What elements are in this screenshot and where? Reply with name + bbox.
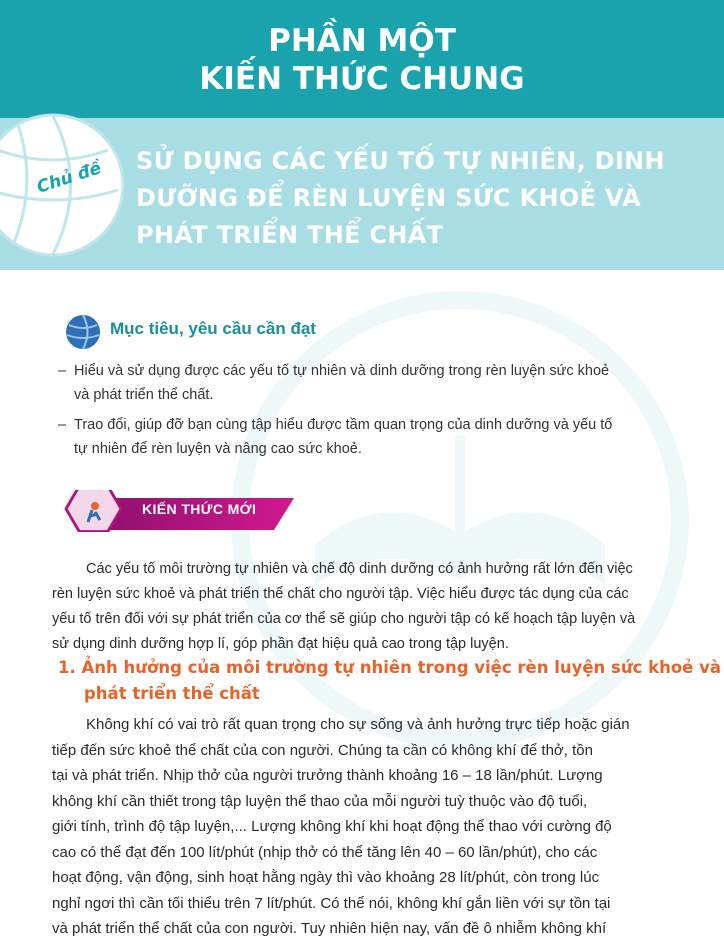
section-heading-line: phát triển thể chất — [84, 684, 260, 703]
theme-title-line: PHÁT TRIỂN THỂ CHẤT — [136, 221, 444, 249]
body-line: tiếp đến sức khoẻ thể chất của con người. Chúng ta cần có không khí để thở, tồn — [52, 741, 593, 759]
section-heading — [58, 655, 722, 707]
new-knowledge-label: KIẾN THỨC MỚI — [142, 501, 257, 517]
theme-title-line: DƯỠNG ĐỂ RÈN LUYỆN SỨC KHOẺ VÀ — [136, 184, 642, 212]
objective-item — [58, 359, 678, 407]
objective-dash: – — [58, 417, 67, 433]
part-title — [0, 22, 724, 98]
body-line: và phát triển thể chất của con người. Tuy nhiên hiện nay, vấn đề ô nhiễm không khí — [52, 920, 607, 937]
intro-paragraph — [52, 557, 676, 657]
intro-line: sử dụng dinh dưỡng hợp lí, góp phần đạt hiệu quả cao trong tập luyện. — [52, 636, 509, 652]
body-line: không khí cần thiết trong tập luyện thể thao của mỗi người tuỳ thuộc vào độ tuổi, — [52, 792, 588, 810]
objectives-heading: Mục tiêu, yêu cầu cần đạt — [110, 319, 316, 338]
objective-line: và phát triển thể chất. — [74, 387, 214, 403]
body-line: giới tính, trình độ tập luyện,... Lượng không khí khi hoạt động thể thao với cường độ — [52, 818, 612, 835]
body-line: nghỉ ngơi thì cần tối thiểu trên 7 lít/phút. Có thể nói, không khí gắn liền với sự tồn tại — [52, 894, 611, 912]
body-line: hoạt động, vận động, sinh hoạt hằng ngày thì vào khoảng 28 lít/phút, còn trong lúc — [52, 869, 600, 886]
section-heading-line: 1. Ảnh hưởng của môi trường tự nhiên trong việc rèn luyện sức khoẻ và — [58, 658, 722, 677]
body-line: tại và phát triển. Nhịp thở của người trưởng thành khoảng 16 – 18 lần/phút. Lượng — [52, 767, 603, 784]
theme-title-line: SỬ DỤNG CÁC YẾU TỐ TỰ NHIÊN, DINH — [136, 147, 665, 175]
objective-line: Hiểu và sử dụng được các yếu tố tự nhiên và dinh dưỡng trong rèn luyện sức khoẻ — [74, 363, 610, 379]
intro-line: rèn luyện sức khoẻ và phát triển thể chất cho người tập. Việc hiểu được tác dụng của các — [52, 586, 629, 602]
intro-line: Các yếu tố môi trường tự nhiên và chế độ dinh dưỡng có ảnh hưởng rất lớn đến việc — [86, 561, 633, 577]
body-line: cao có thể đạt đến 100 lít/phút (nhịp thở có thể tăng lên 40 – 60 lần/phút), cho các — [52, 843, 598, 861]
objective-dash: – — [58, 363, 67, 379]
intro-line: yếu tố trên đối với sự phát triển của cơ thể sẽ giúp cho người tập có kế hoạch tập luyện và — [52, 611, 636, 627]
objective-line: tự nhiên để rèn luyện và nâng cao sức khoẻ. — [74, 441, 362, 457]
part-title-line2: KIẾN THỨC CHUNG — [199, 61, 525, 97]
part-title-line1: PHẦN MỘT — [268, 23, 456, 59]
objectives-ball-icon — [64, 313, 102, 351]
section-body — [52, 712, 676, 942]
body-line: Không khí có vai trò rất quan trọng cho sự sống và ảnh hưởng trực tiếp hoặc gián — [86, 716, 630, 733]
theme-title — [136, 143, 696, 254]
objective-item — [58, 413, 678, 461]
theme-label: Chủ đề — [34, 158, 104, 198]
objective-line: Trao đổi, giúp đỡ bạn cùng tập hiểu được tầm quan trọng của dinh dưỡng và yếu tố — [74, 417, 613, 433]
